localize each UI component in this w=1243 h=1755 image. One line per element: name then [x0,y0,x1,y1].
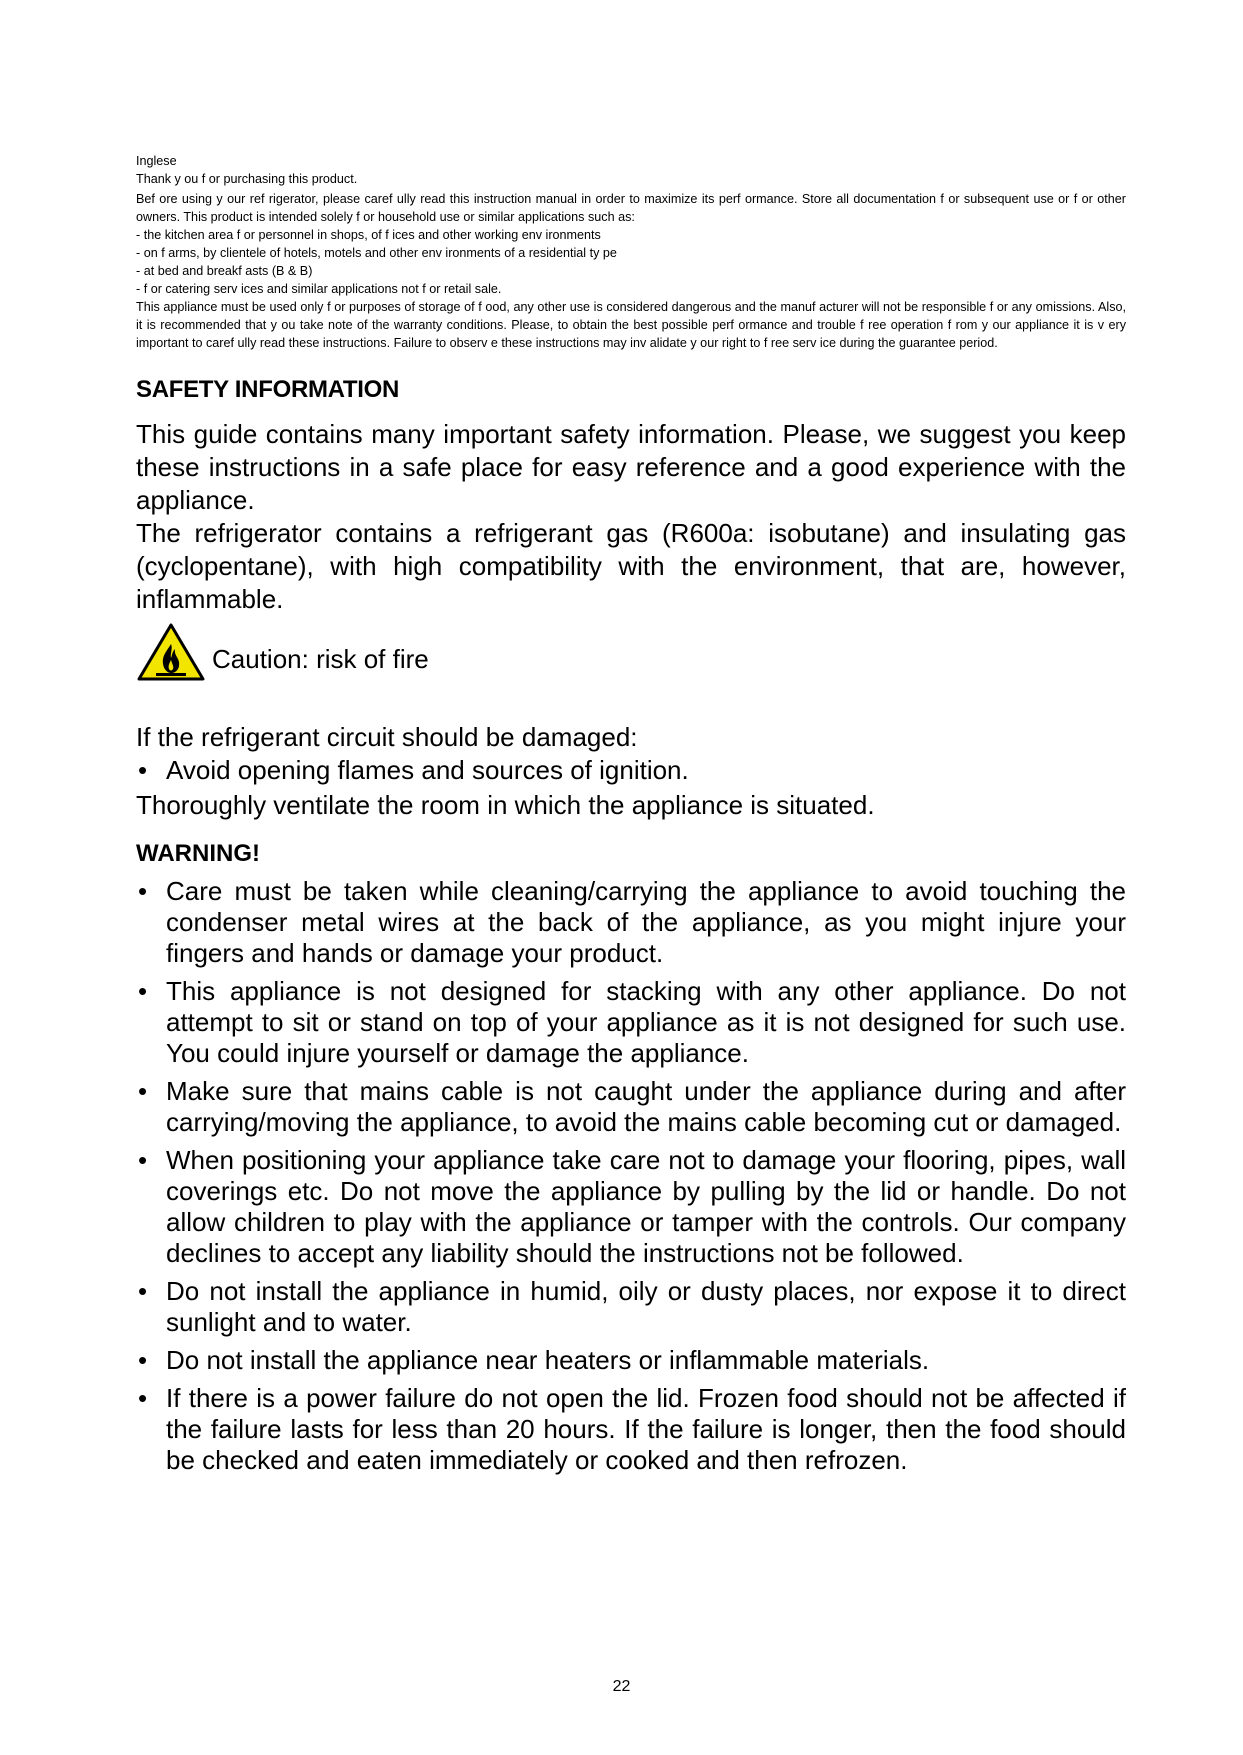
ventilate-text: Thoroughly ventilate the room in which the appliance is situated. [136,790,875,820]
warning-heading: WARNING! [136,840,260,867]
list-item: • If there is a power failure do not open the lid. Frozen food should not be affected if the failure lasts for less than 20 hours. If the failure is longer, then the food should be checked and eaten immediately or cooked and then refrozen. [138,1383,1126,1475]
page-number: 22 [612,1678,631,1695]
manual-page [136,152,1126,1483]
before-use-text: Bef ore using y our ref rigerator, please caref ully read this instruction manual in order to maximize its perf ormance. Store all documentation f or subsequent use or f or other owners. This product is intended solely f or household use or similar applications such as: [136,192,1126,224]
use-item: - on f arms, by clientele of hotels, motels and other env ironments of a residential ty pe [136,246,617,260]
caution-row [136,622,1126,687]
use-item: - f or catering serv ices and similar applications not f or retail sale. [136,282,502,296]
language-label: Inglese [136,154,177,168]
list-item: • Do not install the appliance near heaters or inflammable materials. [138,1345,930,1375]
safety-paragraph-1: This guide contains many important safety information. Please, we suggest you keep these instructions in a safe place for easy reference and a good experience with the appliance. [136,419,1126,515]
flammable-warning-icon [136,622,206,687]
safety-heading: SAFETY INFORMATION [136,376,400,403]
safety-paragraph-2: The refrigerator contains a refrigerant gas (R600a: isobutane) and insulating gas (cyclopentane), with high compatibility with the environment, that are, however, inflammable. [136,518,1126,614]
list-item: • Avoid opening flames and sources of ignition. [138,755,689,785]
damaged-list [136,754,1126,787]
use-item: - at bed and breakf asts (B & B) [136,264,313,278]
disclaimer-text: This appliance must be used only f or purposes of storage of f ood, any other use is considered dangerous and the manuf acturer will not be responsible f or any omissions. Also, it is recommended that y ou take note of the warranty conditions. Please, to obtain the best possible perf ormance and trouble f ree operation f rom y our appliance it is v ery important to caref ully read these instructions. Failure to observ e these instructions may inv alidate y our right to f ree serv ice during the guarantee period. [136,300,1126,350]
thanks-text: Thank y ou f or purchasing this product. [136,172,358,186]
list-item: • Do not install the appliance in humid, oily or dusty places, nor expose it to direct sunlight and to water. [138,1276,1126,1337]
list-item: • When positioning your appliance take care not to damage your flooring, pipes, wall coverings etc. Do not move the appliance by pulling by the lid or handle. Do not allow children to play with the appliance or tamper with the controls. Our company declines to accept any liability should the instructions not be followed. [138,1145,1126,1268]
list-item: • This appliance is not designed for stacking with any other appliance. Do not attempt to sit or stand on top of your appliance as it is not designed for such use. You could injure yourself or damage the appliance. [138,976,1126,1068]
list-item: • Make sure that mains cable is not caught under the appliance during and after carrying/moving the appliance, to avoid the mains cable becoming cut or damaged. [138,1076,1126,1137]
warning-list [136,876,1126,1476]
use-item: - the kitchen area f or personnel in shops, of f ices and other working env ironments [136,228,601,242]
list-item: • Care must be taken while cleaning/carrying the appliance to avoid touching the condenser metal wires at the back of the appliance, as you might injure your fingers and hands or damage your product. [138,876,1126,968]
caution-text: Caution: risk of fire [212,644,429,674]
damaged-intro: If the refrigerant circuit should be damaged: [136,722,638,752]
